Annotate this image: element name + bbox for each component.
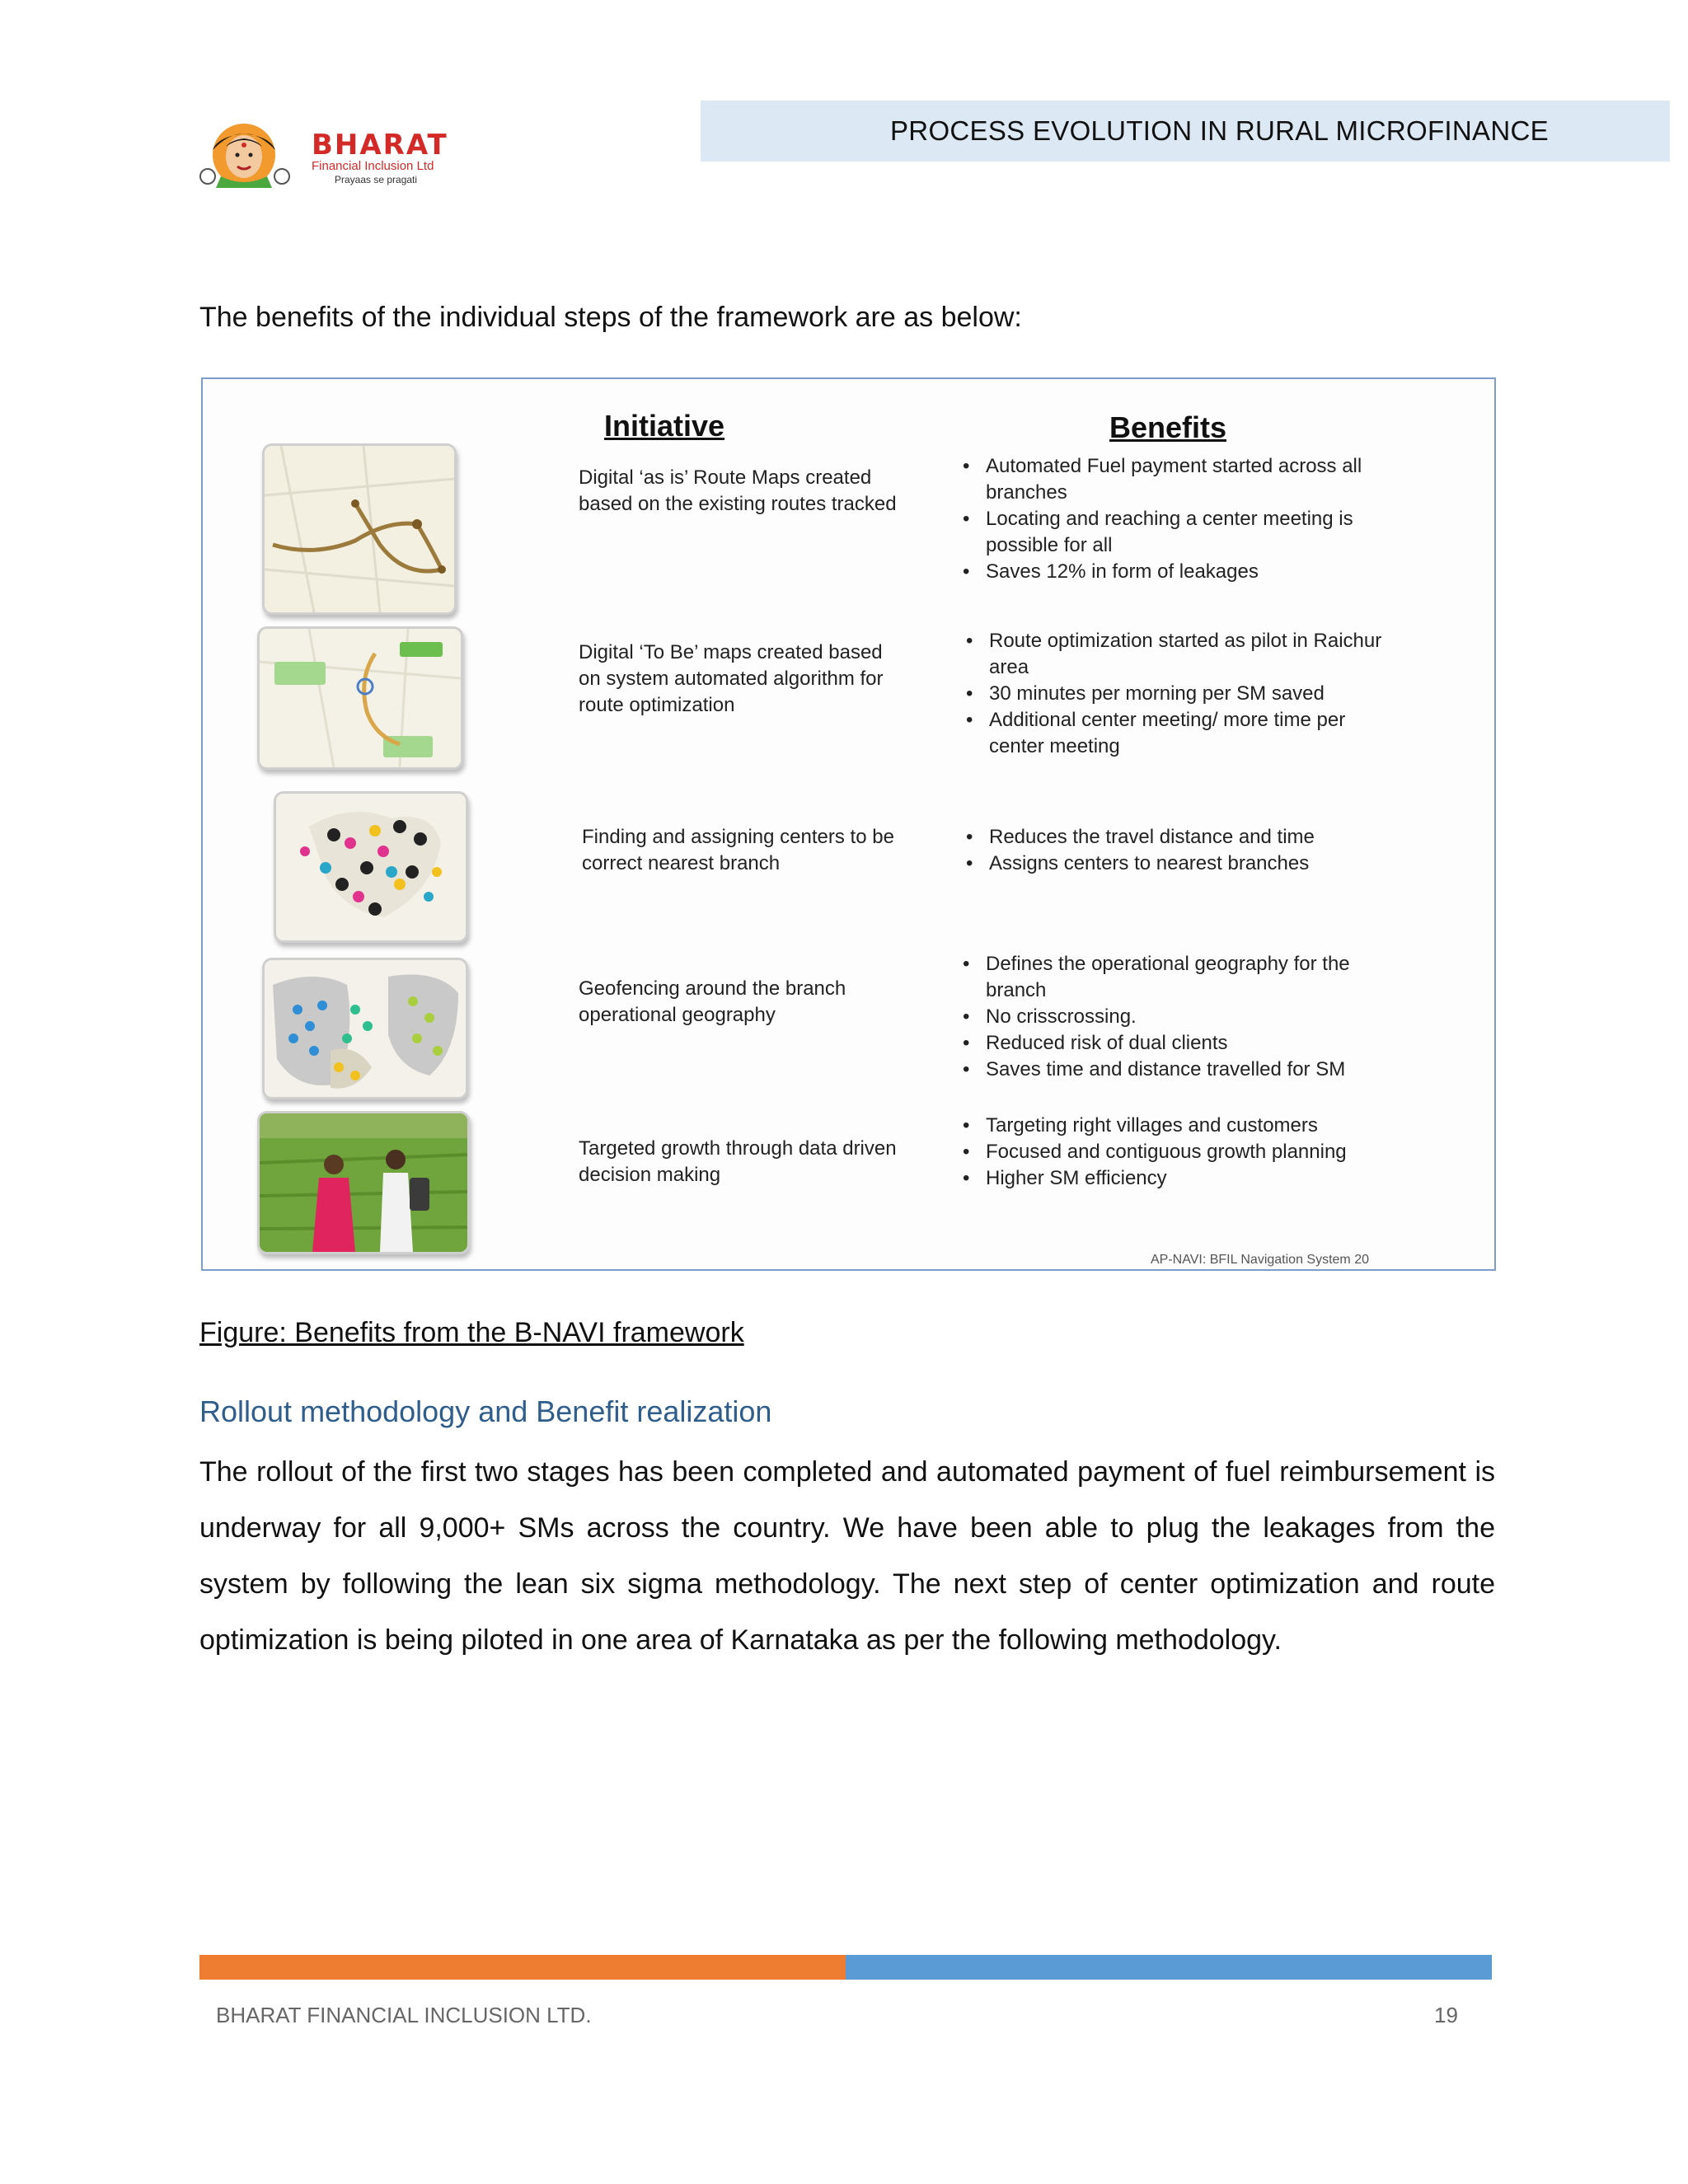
body-paragraph: The rollout of the first two stages has been completed and automated payment of fuel reimbursement is underway for all 9,000+ SMs across the country. We have been able to plug the leakages from the system by following the lean six sigma methodology. The next step of center optimization and route optimization is being piloted in one area of Karnataka as per the following methodology. xyxy=(199,1456,1495,1656)
benefit-item: • Additional center meeting/ more time per center meeting xyxy=(963,707,1391,760)
benefit-item: • Higher SM efficiency xyxy=(959,1165,1388,1192)
benefit-item: • Assigns centers to nearest branches xyxy=(963,851,1391,877)
benefits-list-3 xyxy=(963,824,1391,877)
figure-caption: Figure: Benefits from the B-NAVI framework xyxy=(199,1317,744,1348)
benefit-item: • Route optimization started as pilot in Raichur area xyxy=(963,628,1391,681)
benefit-item: • Focused and contiguous growth planning xyxy=(959,1139,1388,1165)
initiative-text-1: Digital ‘as is’ Route Maps created based on the existing routes tracked xyxy=(579,466,897,515)
map-pins-icon xyxy=(276,794,466,940)
center-assignment-map-image xyxy=(274,791,468,943)
geofence-icon xyxy=(265,960,466,1097)
benefit-item: • Reduced risk of dual clients xyxy=(959,1030,1388,1057)
intro-text: The benefits of the individual steps of the framework are as below: xyxy=(199,302,1022,333)
benefit-item: • Automated Fuel payment started across all branches xyxy=(959,453,1388,506)
logo-subtitle: Financial Inclusion Ltd xyxy=(312,159,434,173)
initiative-text-5: Targeted growth through data driven decision making xyxy=(579,1137,897,1186)
company-logo xyxy=(196,115,476,190)
benefit-item: • Locating and reaching a center meeting is possible for all xyxy=(959,506,1388,559)
figure-footnote: AP-NAVI: BFIL Navigation System 20 xyxy=(1151,1253,1369,1267)
benefit-item: • Reduces the travel distance and time xyxy=(963,824,1391,851)
as-is-route-map-image xyxy=(262,443,457,615)
benefit-item: • Saves 12% in form of leakages xyxy=(959,559,1388,585)
benefit-item: • No crisscrossing. xyxy=(959,1004,1388,1030)
benefits-list-1 xyxy=(959,453,1388,585)
logo-tagline: Prayaas se pragati xyxy=(335,174,418,185)
initiative-column-heading: Initiative xyxy=(604,409,725,443)
benefit-item: • 30 minutes per morning per SM saved xyxy=(963,681,1391,707)
page-header-title: PROCESS EVOLUTION IN RURAL MICROFINANCE xyxy=(890,115,1549,146)
woman-face-logo-icon xyxy=(196,122,297,188)
footer-bar-orange xyxy=(199,1955,846,1980)
route-map-icon xyxy=(265,446,454,612)
page-number: 19 xyxy=(1434,2003,1458,2027)
footer-bar-blue xyxy=(846,1955,1492,1980)
logo-brand-name: BHARAT xyxy=(312,129,448,162)
benefit-item: • Targeting right villages and customers xyxy=(959,1113,1388,1139)
benefits-list-4 xyxy=(959,951,1388,1083)
field-photo-image xyxy=(257,1111,470,1254)
benefits-column-heading: Benefits xyxy=(1109,410,1227,444)
initiative-text-3: Finding and assigning centers to be correct nearest branch xyxy=(582,826,894,874)
geofencing-map-image xyxy=(262,958,468,1099)
field-workers-photo-icon xyxy=(260,1113,467,1252)
to-be-route-map-image xyxy=(257,626,463,770)
benefit-item: • Defines the operational geography for the branch xyxy=(959,951,1388,1004)
bnavi-benefits-figure xyxy=(201,377,1496,1271)
logo-wordmark xyxy=(312,130,448,186)
section-heading: Rollout methodology and Benefit realization xyxy=(199,1394,772,1428)
optimized-route-map-icon xyxy=(260,629,461,767)
initiative-text-2: Digital ‘To Be’ maps created based on system automated algorithm for route optimization xyxy=(579,641,884,716)
footer-company-name: BHARAT FINANCIAL INCLUSION LTD. xyxy=(216,2003,592,2027)
benefits-list-5 xyxy=(959,1113,1388,1192)
initiative-text-4: Geofencing around the branch operational geography xyxy=(579,977,846,1026)
benefits-list-2 xyxy=(963,628,1391,760)
benefit-item: • Saves time and distance travelled for SM xyxy=(959,1057,1388,1083)
